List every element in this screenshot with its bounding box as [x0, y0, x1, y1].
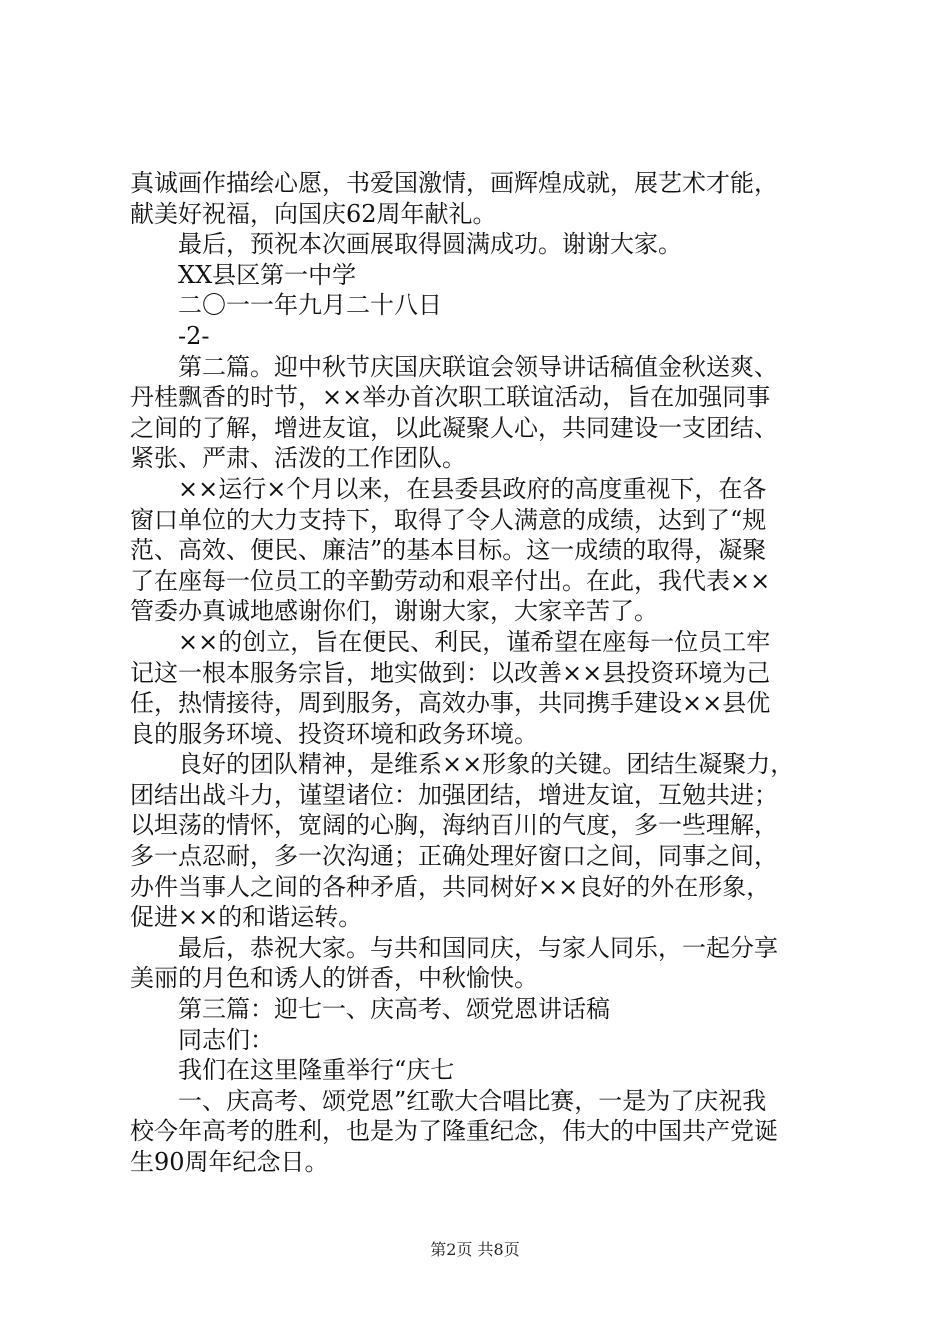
text-line: 真诚画作描绘心愿，书爱国激情，画辉煌成就，展艺术才能， — [130, 169, 778, 197]
text-line: 我们在这里隆重举行“庆七 — [178, 1056, 455, 1085]
text-line: 良的服务环境、投资环境和政务环境。 — [130, 719, 538, 748]
text-line: 以坦荡的情怀，宽阔的心胸，海纳百川的气度，多一些理解， — [130, 811, 778, 840]
text-line: ××的创立，旨在便民、利民，谨希望在座每一位员工牢 — [178, 627, 771, 656]
text-line: 良好的团队精神，是维系××形象的关键。团结生凝聚力， — [178, 750, 795, 779]
text-line: 范、高效、便民、廉洁”的基本目标。这一成绩的取得，凝聚 — [130, 536, 767, 565]
paragraph — [130, 352, 840, 474]
text-line: 一、庆高考、颂党恩”红歌大合唱比赛，一是为了庆祝我 — [178, 1086, 767, 1115]
text-line: 之间的了解，增进友谊，以此凝聚人心，共同建设一支团结、 — [130, 413, 778, 442]
page-number-label: 第2页 共8页 — [430, 1240, 520, 1259]
text-line: 最后，预祝本次画展取得圆满成功。谢谢大家。 — [178, 230, 682, 259]
text-line: 同志们： — [178, 1025, 274, 1054]
text-line: 窗口单位的大力支持下，取得了令人满意的成绩，达到了“规 — [130, 505, 767, 534]
text-line: 献美好祝福，向国庆62周年献礼。 — [130, 199, 497, 228]
text-line: 多一点忍耐，多一次沟通；正确处理好窗口之间，同事之间， — [130, 842, 778, 871]
paragraph — [130, 1055, 840, 1086]
page-footer — [0, 1240, 950, 1260]
paragraph — [130, 168, 840, 229]
paragraph — [130, 1086, 840, 1178]
paragraph — [130, 994, 840, 1025]
text-line: 管委办真诚地感谢你们，谢谢大家，大家辛苦了。 — [130, 597, 658, 626]
text-line: 紧张、严肃、活泼的工作团队。 — [130, 444, 466, 473]
text-line: 第三篇：迎七一、庆高考、颂党恩讲话稿 — [178, 995, 610, 1024]
text-line: 生90周年纪念日。 — [130, 1148, 329, 1176]
paragraph — [130, 749, 840, 933]
text-line: 任，热情接待，周到服务，高效办事，共同携手建设××县优 — [130, 689, 771, 718]
paragraph — [130, 290, 840, 321]
paragraph — [130, 260, 840, 291]
text-line: 促进××的和谐运转。 — [130, 903, 363, 932]
text-line: ××运行×个月以来，在县委县政府的高度重视下，在各 — [178, 474, 767, 503]
text-line: 办件当事人之间的各种矛盾，共同树好××良好的外在形象， — [130, 872, 771, 901]
paragraph — [130, 321, 840, 352]
text-line: 校今年高考的胜利，也是为了隆重纪念，伟大的中国共产党诞 — [130, 1117, 778, 1146]
text-line: -2- — [178, 321, 210, 350]
document-body — [130, 168, 840, 1178]
text-line: XX县区第一中学 — [178, 260, 357, 289]
text-line: 美丽的月色和诱人的饼香，中秋愉快。 — [130, 964, 538, 993]
paragraph — [130, 627, 840, 749]
paragraph — [130, 933, 840, 994]
paragraph — [130, 1025, 840, 1056]
text-line: 丹桂飘香的时节，××举办首次职工联谊活动，旨在加强同事 — [130, 383, 771, 412]
text-line: 团结出战斗力，谨望诸位：加强团结，增进友谊，互勉共进； — [130, 780, 778, 809]
paragraph — [130, 229, 840, 260]
text-line: 二〇一一年九月二十八日 — [178, 291, 442, 320]
text-line: 了在座每一位员工的辛勤劳动和艰辛付出。在此，我代表×× — [130, 566, 771, 595]
text-line: 记这一根本服务宗旨，地实做到：以改善××县投资环境为己 — [130, 658, 771, 687]
paragraph — [130, 474, 840, 627]
text-line: 第二篇。迎中秋节庆国庆联谊会领导讲话稿值金秋送爽、 — [178, 352, 778, 381]
text-line: 最后，恭祝大家。与共和国同庆，与家人同乐，一起分享 — [178, 933, 778, 962]
